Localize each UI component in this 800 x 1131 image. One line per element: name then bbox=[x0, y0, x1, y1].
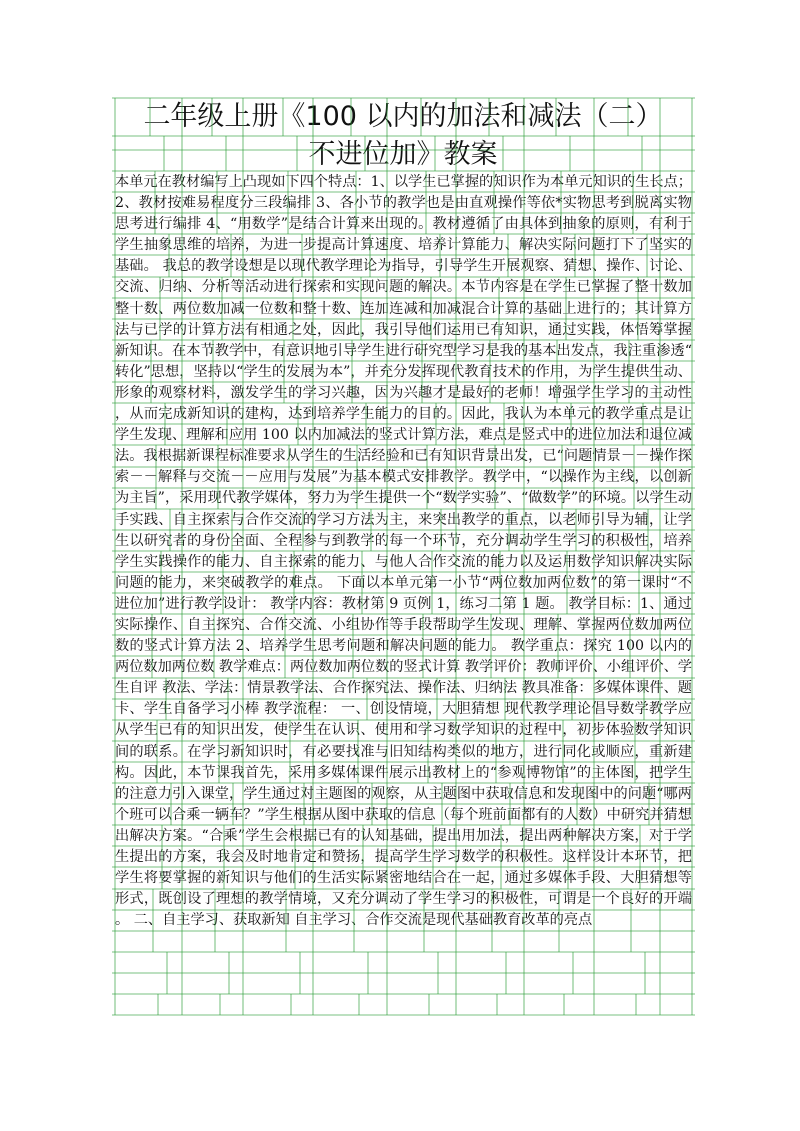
document-body-text: 本单元在教材编写上凸现如下四个特点：1、以学生已掌握的知识作为本单元知识的生长点；2、教材按难易程度分三段编排 3、各小节的教学也是由直观操作等依*实物思考到脱离实物思考进行编排 4、“用数学”是结合计算来出现的。教材遵循了由具体到抽象的原则，有利于学生抽象思维的培养，为进一步提高计算速度、培养计算能力、解决实际问题打下了坚实的基础。 我总的教学设想是以现代教学理论为指导，引导学生开展观察、猜想、操作、讨论、交流、归纳、分析等活动进行探索和实现问题的解决。本节内容是在学生已掌握了整十数加整十数、两位数加减一位数和整十数、连加连减和加减混合计算的基础上进行的；其计算方法与已学的计算方法有相通之处，因此，我引导他们运用已有知识，通过实践，体悟筹掌握新知识。在本节教学中，有意识地引导学生进行研究型学习是我的基本出发点，我注重渗透“转化”思想，坚持以“学生的发展为本”，并充分发挥现代教育技术的作用，为学生提供生动、形象的观察材料，激发学生的学习兴趣，因为兴趣才是最好的老师！增强学生学习的主动性，从而完成新知识的建构，达到培养学生能力的目的。因此，我认为本单元的教学重点是让学生发现、理解和应用 100 以内加减法的竖式计算方法，难点是竖式中的进位加法和退位减法。我根据新课程标准要求从学生的生活经验和已有知识背景出发，已“问题情景－－操作探索－－解释与交流－－应用与发展”为基本模式安排教学。教学中，“以操作为主线，以创新为主旨”，采用现代教学媒体，努力为学生提供一个“数学实验”、“做数学”的环境。以学生动手实践、自主探索与合作交流的学习方法为主，来突出教学的重点，以老师引导为辅，让学生以研究者的身份全面、全程参与到教学的每一个环节，充分调动学生学习的积极性，培养学生实践操作的能力、自主探索的能力、与他人合作交流的能力以及运用数学知识解决实际问题的能力，来突破教学的难点。 下面以本单元第一小节“两位数加两位数”的第一课时“不进位加”进行教学设计： 教学内容：教材第 9 页例 1，练习二第 1 题。 教学目标：1、通过实际操作、自主探究、合作交流、小组协作等手段帮助学生发现、理解、掌握两位数加两位数的竖式计算方法 2、培养学生思考问题和解决问题的能力。 教学重点：探究 100 以内的两位数加两位数 教学难点：两位数加两位数的竖式计算 教学评价：教师评价、小组评价、学生自评 教法、学法：情景教学法、合作探究法、操作法、归纳法 教具准备：多媒体课件、题卡、学生自备学习小棒 教学流程： 一、创设情境，大胆猜想 现代教学理论倡导数学教学应从学生已有的知识出发，使学生在认识、使用和学习数学知识的过程中，初步体验数学知识间的联系。在学习新知识时，有必要找准与旧知结构类似的地方，进行同化或顺应，重新建构。因此，本节课我首先，采用多媒体课件展示出教材上的“参观博物馆”的主体图，把学生的注意力引入课堂，学生通过对主题图的观察，从主题图中获取信息和发现图中的问题“哪两个班可以合乘一辆车？”学生根据从图中获取的信息（每个班前面都有的人数）中研究并猜想出解决方案。“合乘”学生会根据已有的认知基础，提出用加法，提出两种解决方案，对于学生提出的方案，我会及时地肯定和赞扬，提高学生学习数学的积极性。这样设计本环节，把学生将要掌握的新知识与他们的生活实际紧密地结合在一起，通过多媒体手段、大胆猜想等形式，既创设了理想的教学情境，又充分调动了学生学习的积极性，可谓是一个良好的开端。 二、自主学习、获取新知 自主学习、合作交流是现代基础教育改革的亮点 bbox=[115, 174, 692, 929]
title-line-2: 不进位加》教案 bbox=[308, 139, 498, 170]
title-line-1: 二年级上册《100 以内的加法和减法（二） bbox=[143, 101, 663, 132]
document-title bbox=[110, 98, 696, 174]
